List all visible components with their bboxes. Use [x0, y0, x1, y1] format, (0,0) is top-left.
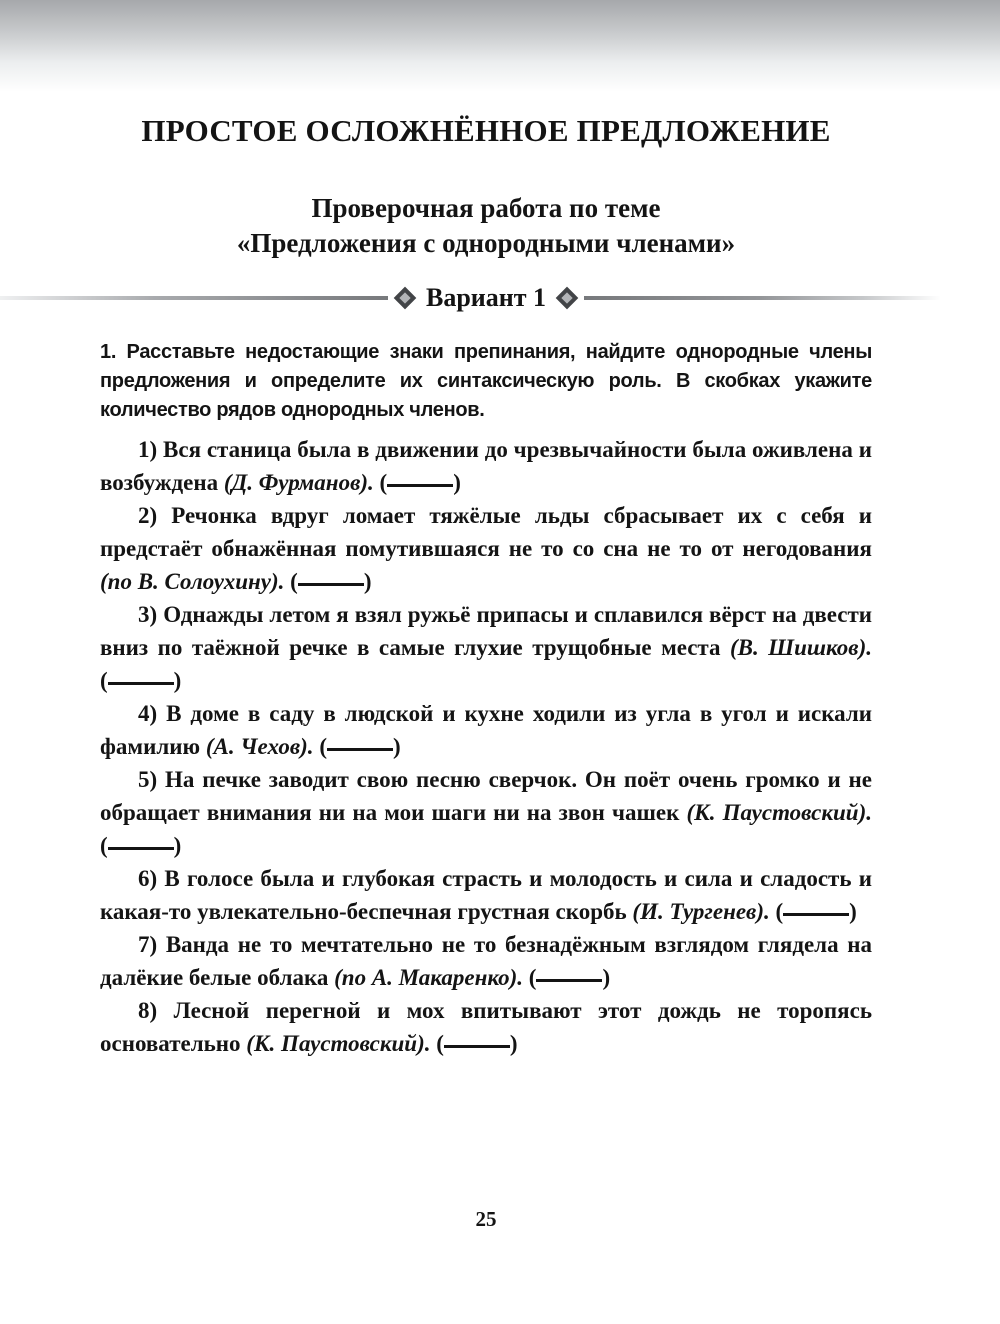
subtitle-line-1: Проверочная работа по теме: [311, 193, 661, 223]
answer-blank: [380, 470, 461, 495]
item-text: Вся станица была в движении до чрезвычайности была оживлена и возбуждена: [100, 437, 872, 495]
item-number: 8): [138, 998, 158, 1023]
item-number: 5): [138, 767, 158, 792]
answer-blank: [436, 1031, 517, 1056]
item-author: (по А. Макаренко).: [334, 965, 524, 990]
item-number: 2): [138, 503, 158, 528]
blank-open-paren: (: [319, 734, 327, 759]
answer-blank: [100, 668, 181, 693]
item-author: (К. Паустовский).: [686, 800, 872, 825]
item-number: 3): [138, 602, 158, 627]
work-subtitle: [100, 191, 872, 261]
blank-line: [327, 746, 393, 751]
blank-line: [783, 911, 849, 916]
blank-close-paren: ): [453, 470, 461, 495]
blank-close-paren: ): [849, 899, 857, 924]
blank-close-paren: ): [363, 569, 372, 594]
blank-open-paren: (: [100, 668, 108, 693]
item-text: Лесной перегной и мох впитывают этот дождь не торопясь основательно: [100, 998, 872, 1056]
exercise-item-1: [100, 433, 872, 499]
blank-line: [298, 581, 364, 586]
exercise-item-4: [100, 697, 872, 763]
item-author: (А. Чехов).: [205, 734, 314, 759]
blank-open-paren: (: [436, 1031, 444, 1056]
exercise-item-8: [100, 994, 872, 1060]
blank-line: [444, 1043, 510, 1048]
blank-line: [108, 680, 174, 685]
blank-line: [387, 482, 453, 487]
exercise-item-7: [100, 928, 872, 994]
item-author: (И. Тургенев).: [632, 899, 770, 924]
variant-label: Вариант 1: [425, 283, 547, 312]
answer-blank: [776, 899, 857, 924]
blank-open-paren: (: [379, 470, 388, 495]
section-title: ПРОСТОЕ ОСЛОЖНЁННОЕ ПРЕДЛОЖЕНИЕ: [141, 113, 831, 148]
page-number: 25: [475, 1207, 497, 1231]
item-text: В доме в саду в людской и кухне ходили из угла в угол и искали фамилию: [100, 701, 872, 759]
item-text: На печке заводит свою песню сверчок. Он поёт очень громко и не обращает внимания ни на мои шаги ни на звон чашек: [100, 767, 873, 825]
blank-open-paren: (: [775, 899, 784, 924]
blank-open-paren: (: [290, 569, 298, 594]
item-author: (по В. Солоухину).: [100, 569, 285, 594]
item-author: (Д. Фурманов).: [223, 470, 374, 495]
exercise-item-3: [100, 598, 872, 697]
blank-close-paren: ): [173, 833, 182, 858]
item-author: (К. Паустовский).: [246, 1031, 431, 1056]
subtitle-line-2: «Предложения с однородными членами»: [236, 228, 736, 258]
item-text: В голосе была и глубокая страсть и молодость и сила и сладость и какая-то увлекательно-беспечная грустная скорбь: [100, 866, 873, 924]
item-text: Однажды летом я взял ружьё припасы и сплавился вёрст на двести вниз по таёжной речке в самые глухие трущобные места: [100, 602, 873, 660]
task-instruction: 1. Расставьте недостающие знаки препинания, найдите однородные члены предложения и определите их синтаксическую роль. В скобках укажите количество рядов однородных членов.: [100, 341, 872, 421]
exercise-item-5: [100, 763, 872, 862]
blank-open-paren: (: [528, 965, 537, 990]
item-author: (В. Шишков).: [729, 635, 872, 660]
answer-blank: [100, 833, 181, 858]
blank-close-paren: ): [509, 1031, 518, 1056]
blank-close-paren: ): [602, 965, 611, 990]
blank-line: [536, 977, 602, 982]
item-number: 1): [138, 437, 158, 462]
answer-blank: [290, 569, 371, 594]
exercise-item-2: [100, 499, 872, 598]
answer-blank: [529, 965, 610, 990]
blank-close-paren: ): [392, 734, 401, 759]
blank-open-paren: (: [100, 833, 108, 858]
page-content: [100, 0, 872, 1060]
item-number: 4): [138, 701, 158, 726]
blank-close-paren: ): [173, 668, 182, 693]
item-number: 7): [138, 932, 158, 957]
item-number: 6): [138, 866, 158, 891]
item-text: Речонка вдруг ломает тяжёлые льды сбрасывает их с себя и предстаёт обнажённая помутившаяся не то со сна не то от негодования: [100, 503, 872, 561]
answer-blank: [319, 734, 400, 759]
blank-line: [108, 845, 174, 850]
item-text: Ванда не то мечтательно не то безнадёжным взглядом глядела на далёкие белые облака: [100, 932, 872, 990]
exercise-item-6: [100, 862, 872, 928]
